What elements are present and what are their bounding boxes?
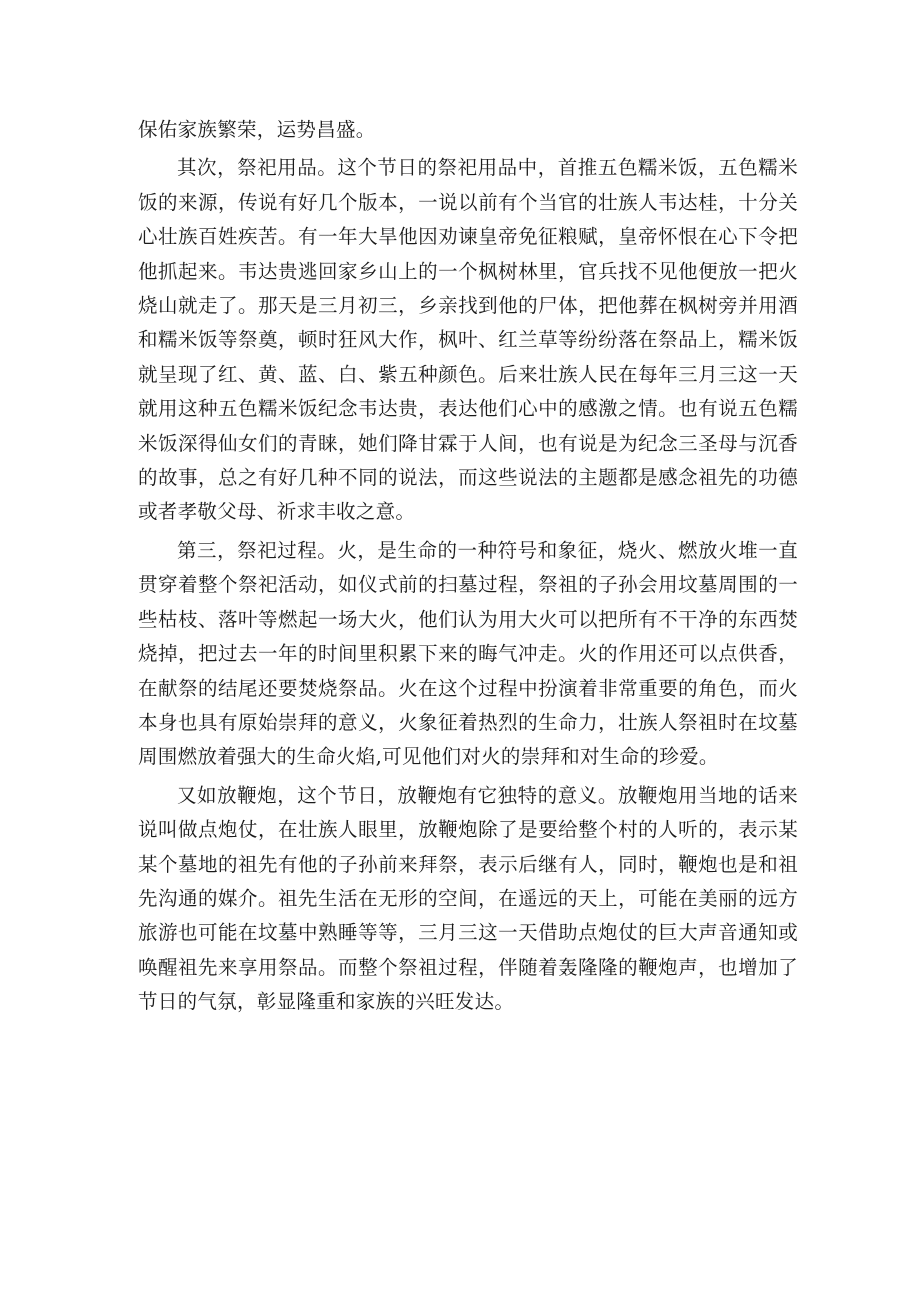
paragraph-offerings: 其次，祭祀用品。这个节日的祭祀用品中，首推五色糯米饭，五色糯米饭的来源，传说有好几个版本，一说以前有个当官的壮族人韦达桂，十分关心壮族百姓疾苦。有一年大旱他因劝谏皇帝免征粮赋，皇帝怀恨在心下令把他抓起来。韦达贵逃回家乡山上的一个枫树林里，官兵找不见他便放一把火烧山就走了。那天是三月初三，乡亲找到他的尸体，把他葬在枫树旁并用酒和糯米饭等祭奠，顿时狂风大作，枫叶、红兰草等纷纷落在祭品上，糯米饭就呈现了红、黄、蓝、白、紫五种颜色。后来壮族人民在每年三月三这一天就用这种五色糯米饭纪念韦达贵，表达他们心中的感激之情。也有说五色糯米饭深得仙女们的青睐，她们降甘霖于人间，也有说是为纪念三圣母与沉香的故事，总之有好几种不同的说法，而这些说法的主题都是感念祖先的功德或者孝敬父母、祈求丰收之意。 <box>138 156 798 524</box>
paragraph-firecrackers: 又如放鞭炮，这个节日，放鞭炮有它独特的意义。放鞭炮用当地的话来说叫做点炮仗，在壮族人眼里，放鞭炮除了是要给整个村的人听的，表示某某个墓地的祖先有他的子孙前来拜祭，表示后继有人，同时，鞭炮也是和祖先沟通的媒介。祖先生活在无形的空间，在遥远的天上，可能在美丽的远方旅游也可能在坟墓中熟睡等等，三月三这一天借助点炮仗的巨大声音通知或唤醒祖先来享用祭品。而整个祭祖过程，伴随着轰隆隆的鞭炮声，也增加了节日的气氛，彰显隆重和家族的兴旺发达。 <box>138 783 798 1014</box>
document-body <box>138 113 798 1020</box>
paragraph-ritual-process: 第三，祭祀过程。火，是生命的一种符号和象征，烧火、燃放火堆一直贯穿着整个祭祀活动，如仪式前的扫墓过程，祭祖的子孙会用坟墓周围的一些枯枝、落叶等燃起一场大火，他们认为用大火可以把所有不干净的东西焚烧掉，把过去一年的时间里积累下来的晦气冲走。火的作用还可以点供香，在献祭的结尾还要焚烧祭品。火在这个过程中扮演着非常重要的角色，而火本身也具有原始崇拜的意义，火象征着热烈的生命力，壮族人祭祖时在坟墓周围燃放着强大的生命火焰,可见他们对火的崇拜和对生命的珍爱。 <box>138 538 798 769</box>
paragraph-continuation: 保佑家族繁荣，运势昌盛。 <box>138 118 376 141</box>
